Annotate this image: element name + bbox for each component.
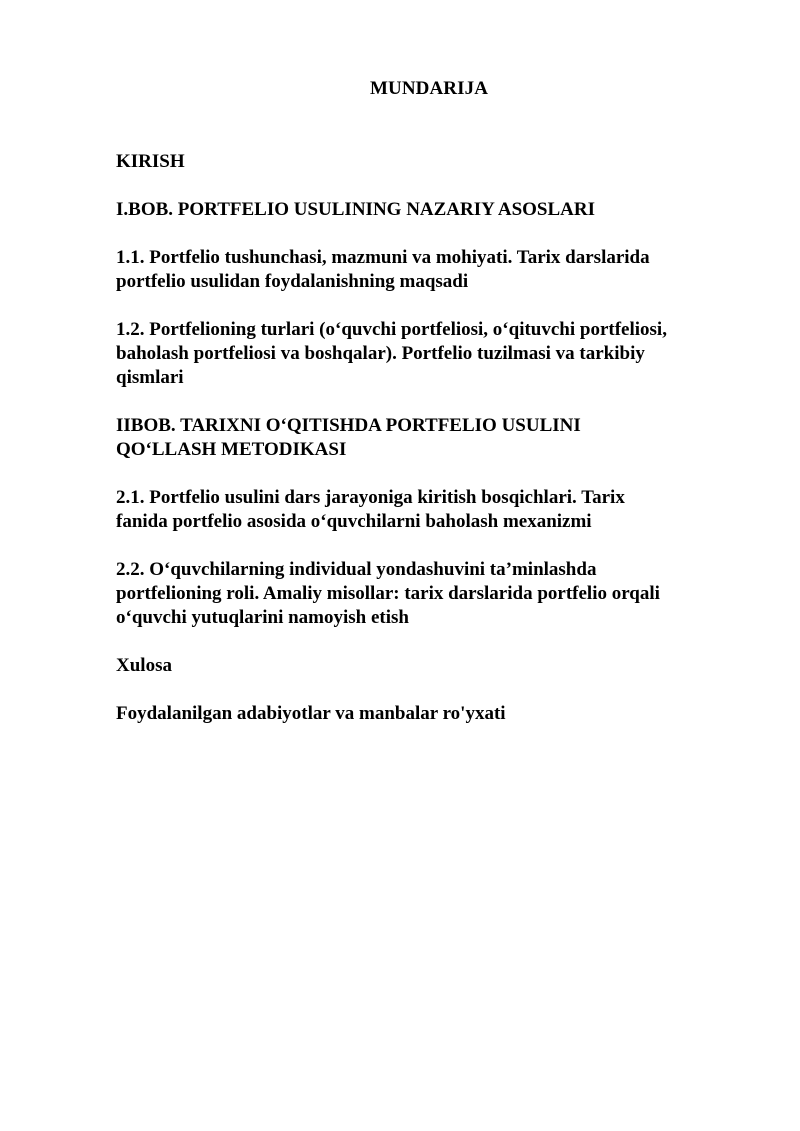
- toc-entry-line: 2.1. Portfelio usulini dars jarayoniga kiritish bosqichlari. Tarix: [116, 487, 625, 508]
- toc-entry-line: portfelio usulidan foydalanishning maqsadi: [116, 271, 469, 292]
- page-title: MUNDARIJA: [369, 78, 489, 99]
- toc-entry-section-1-1: [116, 246, 766, 294]
- toc-entry-kirish: [116, 150, 766, 174]
- toc-entry-line: KIRISH: [116, 151, 185, 172]
- toc-entry-line: QO‘LLASH METODIKASI: [116, 439, 347, 460]
- toc-entry-chapter-1: [116, 198, 766, 222]
- toc-entry-line: portfelioning roli. Amaliy misollar: tarix darslarida portfelio orqali: [116, 583, 660, 604]
- toc-entry-line: o‘quvchi yutuqlarini namoyish etish: [116, 607, 409, 628]
- toc-entry-line: qismlari: [116, 367, 184, 388]
- toc-entry-line: 2.2. O‘quvchilarning individual yondashuvini ta’minlashda: [116, 559, 597, 580]
- toc-entry-section-1-2: [116, 318, 766, 390]
- toc-entry-line: Foydalanilgan adabiyotlar va manbalar ro'yxati: [116, 703, 506, 724]
- toc-entry-line: Xulosa: [116, 655, 172, 676]
- toc-entry-section-2-1: [116, 486, 766, 534]
- toc-entry-line: I.BOB. PORTFELIO USULINING NAZARIY ASOSLARI: [116, 199, 596, 220]
- toc-entry-line: baholash portfeliosi va boshqalar). Portfelio tuzilmasi va tarkibiy: [116, 343, 645, 364]
- toc-entry-line: 1.1. Portfelio tushunchasi, mazmuni va mohiyati. Tarix darslarida: [116, 247, 650, 268]
- toc-entry-line: 1.2. Portfelioning turlari (o‘quvchi portfeliosi, o‘qituvchi portfeliosi,: [116, 319, 667, 340]
- toc-entry-line: IIBOB. TARIXNI O‘QITISHDA PORTFELIO USULINI: [116, 415, 581, 436]
- toc-entry-section-2-2: [116, 558, 766, 630]
- toc-entry-xulosa: [116, 654, 766, 678]
- table-of-contents: [116, 150, 766, 750]
- toc-entry-chapter-2: [116, 414, 766, 462]
- toc-entry-line: fanida portfelio asosida o‘quvchilarni baholash mexanizmi: [116, 511, 592, 532]
- toc-entry-references: [116, 702, 766, 726]
